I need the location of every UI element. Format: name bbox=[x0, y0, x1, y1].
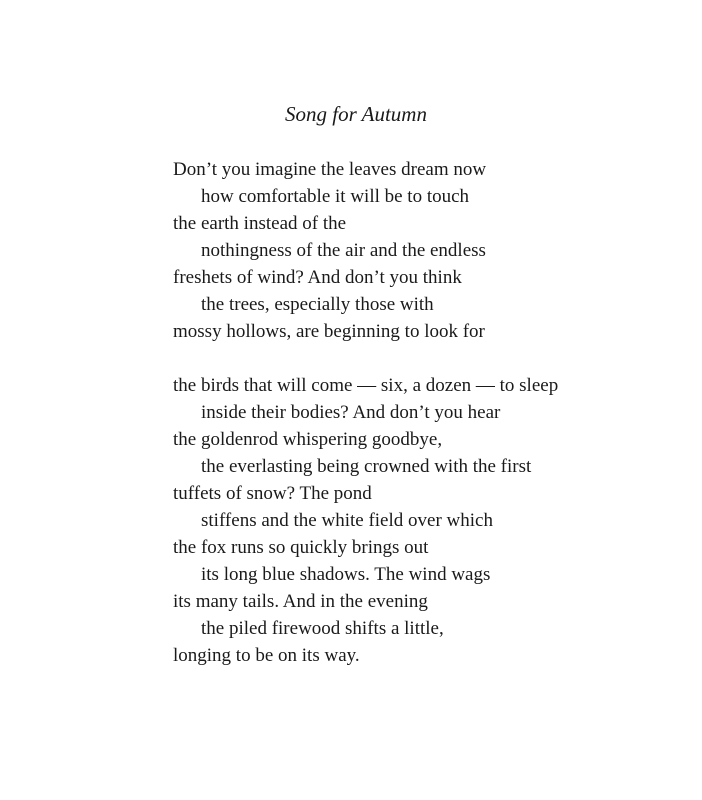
poem-line: mossy hollows, are beginning to look for bbox=[173, 321, 485, 342]
poem-line: the everlasting being crowned with the first bbox=[201, 456, 532, 477]
poem-line: inside their bodies? And don’t you hear bbox=[201, 402, 501, 423]
poem-line: stiffens and the white field over which bbox=[201, 510, 493, 531]
stanza-2 bbox=[173, 372, 673, 669]
poem-line: freshets of wind? And don’t you think bbox=[173, 267, 462, 288]
poem-line: the fox runs so quickly brings out bbox=[173, 537, 429, 558]
poem-line: its long blue shadows. The wind wags bbox=[201, 564, 491, 585]
poem-line: Don’t you imagine the leaves dream now bbox=[173, 159, 487, 180]
poem-title: Song for Autumn bbox=[285, 102, 427, 126]
poem-line: the trees, especially those with bbox=[201, 294, 434, 315]
poem-line: the goldenrod whispering goodbye, bbox=[173, 429, 443, 450]
poem-line: the piled firewood shifts a little, bbox=[201, 618, 444, 639]
poem-body bbox=[173, 156, 673, 669]
poem-line: its many tails. And in the evening bbox=[173, 591, 428, 612]
poem-line: the earth instead of the bbox=[173, 213, 347, 234]
poem-line: the birds that will come — six, a dozen — to sleep bbox=[173, 375, 559, 396]
poem-line: how comfortable it will be to touch bbox=[201, 186, 470, 207]
poem-line: nothingness of the air and the endless bbox=[201, 240, 486, 261]
poem-line: longing to be on its way. bbox=[173, 645, 360, 666]
poem-line: tuffets of snow? The pond bbox=[173, 483, 372, 504]
stanza-1 bbox=[173, 156, 673, 345]
